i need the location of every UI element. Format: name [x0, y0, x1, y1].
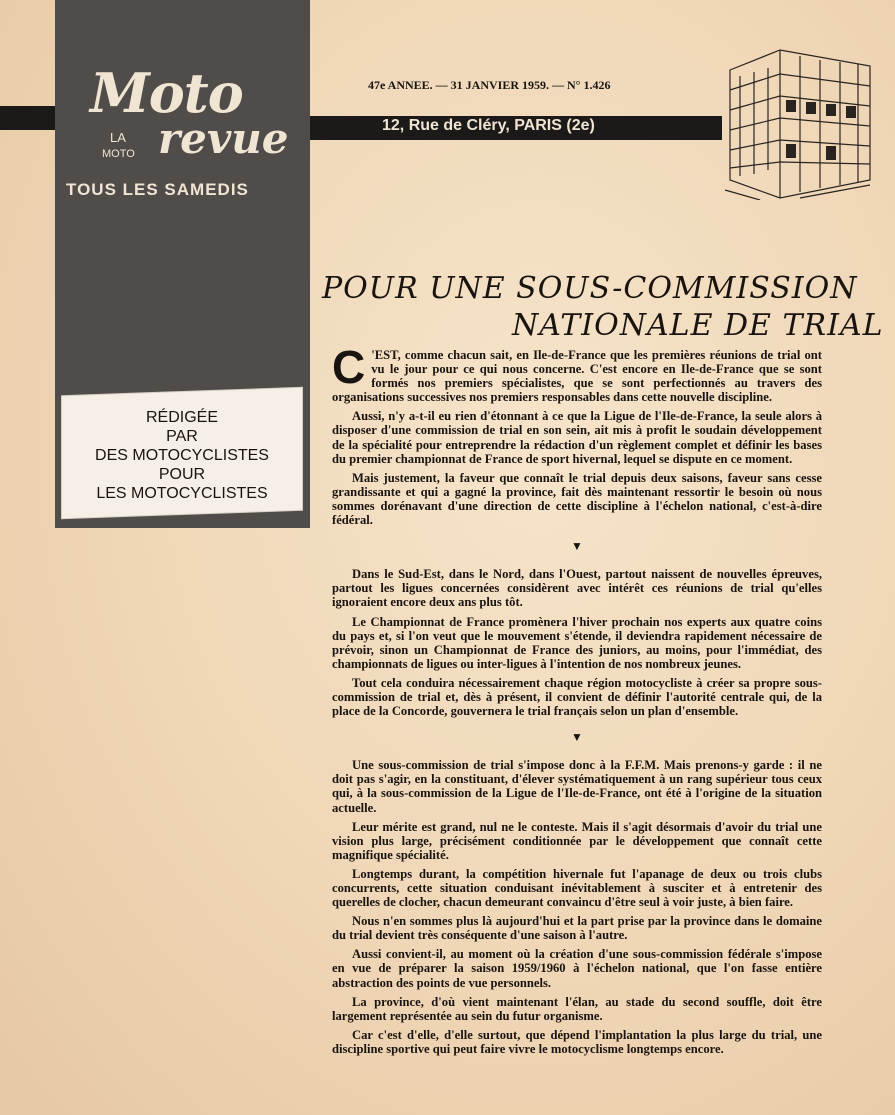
article-paragraph: Car c'est d'elle, d'elle surtout, que dépend l'implantation la plus large du trial, une discipline sportive qui peut faire vivre le motocyclisme longtemps encore.: [332, 1027, 822, 1056]
article-paragraph: Tout cela conduira nécessairement chaque région motocycliste à créer sa propre sous-commission de trial et, dès à présent, il convient de définir l'autorité centrale qui, de la place de la Concorde, gouvernera le trial français selon un plan d'ensemble.: [332, 675, 822, 719]
motto-line: DES MOTOCYCLISTES: [95, 447, 269, 464]
article-title-line1: POUR UNE SOUS-COMMISSION: [322, 271, 858, 306]
article-paragraph: Nous n'en sommes plus là aujourd'hui et la part prise par la province dans le domaine du trial devient très conséquente d'une saison à l'autre.: [332, 914, 822, 943]
article-paragraph: Dans le Sud-Est, dans le Nord, dans l'Ouest, partout naissent de nouvelles épreuves, partout les ligues concernées considèrent avec intérêt ces réunions de trial qu'elles ignoraient encore deux ans plus tôt.: [332, 567, 822, 610]
logo-moto-small-text: MOTO: [102, 148, 135, 160]
section-separator: ▼: [571, 730, 583, 745]
article-paragraph: Leur mérite est grand, nul ne le conteste. Mais il s'agit désormais d'avoir du trial une vision plus large, précisément conditionnée par le développement que connaît cette magnifique spécialité.: [332, 819, 822, 862]
masthead-bar-left: [0, 106, 55, 130]
article-paragraph: Longtemps durant, la compétition hivernale fut l'apanage de deux ou trois clubs concurrents, cette situation conduisant inévitablement à susciter et à entretenir des querelles de clocher, chacun demeurant convaincu d'être seul à voir juste, à bien faire.: [332, 866, 822, 910]
motto-line: POUR: [158, 466, 206, 483]
drop-cap: C: [332, 341, 366, 393]
article-paragraph-text: 'EST, comme chacun sait, en Ile-de-France que les premières réunions de trial ont vu le jour pour ce qui nous concerne. C'est encore en Ile-de-France que se sont formés nos premiers spécialistes, que se sont perfectionnés au travers des organisations successives nos premiers responsables dans cette nouvelle discipline.: [332, 348, 822, 405]
motto-line: LES MOTOCYCLISTES: [96, 485, 268, 502]
motto: [70, 408, 294, 503]
article-paragraph: Mais justement, la faveur que connaît le trial depuis deux saisons, faveur sans cesse grandissante et qui a gagné la province, fait dès maintenant ressortir le besoin où nous sommes dorénavant d'une direction de cette discipline à l'échelon national, c'est-à-dire fédéral.: [332, 470, 822, 528]
logo-revue-text: revue: [158, 114, 289, 163]
article-body: [332, 341, 822, 1061]
logo-la-text: LA: [110, 130, 126, 145]
article-paragraph: Le Championnat de France promènera l'hiver prochain nos experts aux quatre coins du pays et, si l'on veut que le mouvement s'étende, il deviendra rapidement nécessaire de prévoir, sinon un Championnat de France des juniors, au moins, pour l'immédiat, des championnats de ligues ou inter-ligues à l'intention de nos nombreux jeunes.: [332, 614, 822, 671]
section-separator: ▼: [571, 539, 583, 554]
address-text: 12, Rue de Cléry, PARIS (2e): [382, 117, 595, 134]
article-title: [320, 270, 884, 344]
article-paragraph: [332, 341, 822, 405]
building-icon: [720, 40, 880, 200]
logo-moto-text: Moto: [90, 61, 243, 125]
tagline: TOUS LES SAMEDIS: [66, 180, 249, 199]
article-paragraph: Une sous-commission de trial s'impose donc à la F.F.M. Mais prenons-y garde : il ne doit pas s'agir, en la constituant, d'élever systématiquement à un rang supérieur tous ceux qui, à la sous-commission de la Ligue de l'Ile-de-France, ont été à l'origine de la situation actuelle.: [332, 758, 822, 815]
article-paragraph: Aussi convient-il, au moment où la création d'une sous-commission fédérale s'impose en vue de préparer la saison 1959/1960 à l'échelon national, que l'on fasse entière abstraction des points de vue personnels.: [332, 947, 822, 990]
motto-line: RÉDIGÉE: [145, 409, 218, 426]
motto-line: PAR: [166, 428, 198, 445]
issue-line: 47e ANNEE. — 31 JANVIER 1959. — N° 1.426: [368, 78, 611, 92]
article-paragraph: Aussi, n'y a-t-il eu rien d'étonnant à ce que la Ligue de l'Ile-de-France, la seule alors à disposer d'une commission de trial en son sein, ait mis à profit le soudain développement de la spécialité pour entreprendre la rédaction d'un règlement complet et définir les bases du premier championnat de France de sport hivernal, lequel se dispute en ce moment.: [332, 409, 822, 466]
moto-revue-logo: [60, 61, 310, 184]
article-paragraph: La province, d'où vient maintenant l'élan, au stade du second souffle, doit être largement représentée au sein du futur organisme.: [332, 994, 822, 1023]
article-title-line2: NATIONALE DE TRIAL: [512, 308, 884, 343]
